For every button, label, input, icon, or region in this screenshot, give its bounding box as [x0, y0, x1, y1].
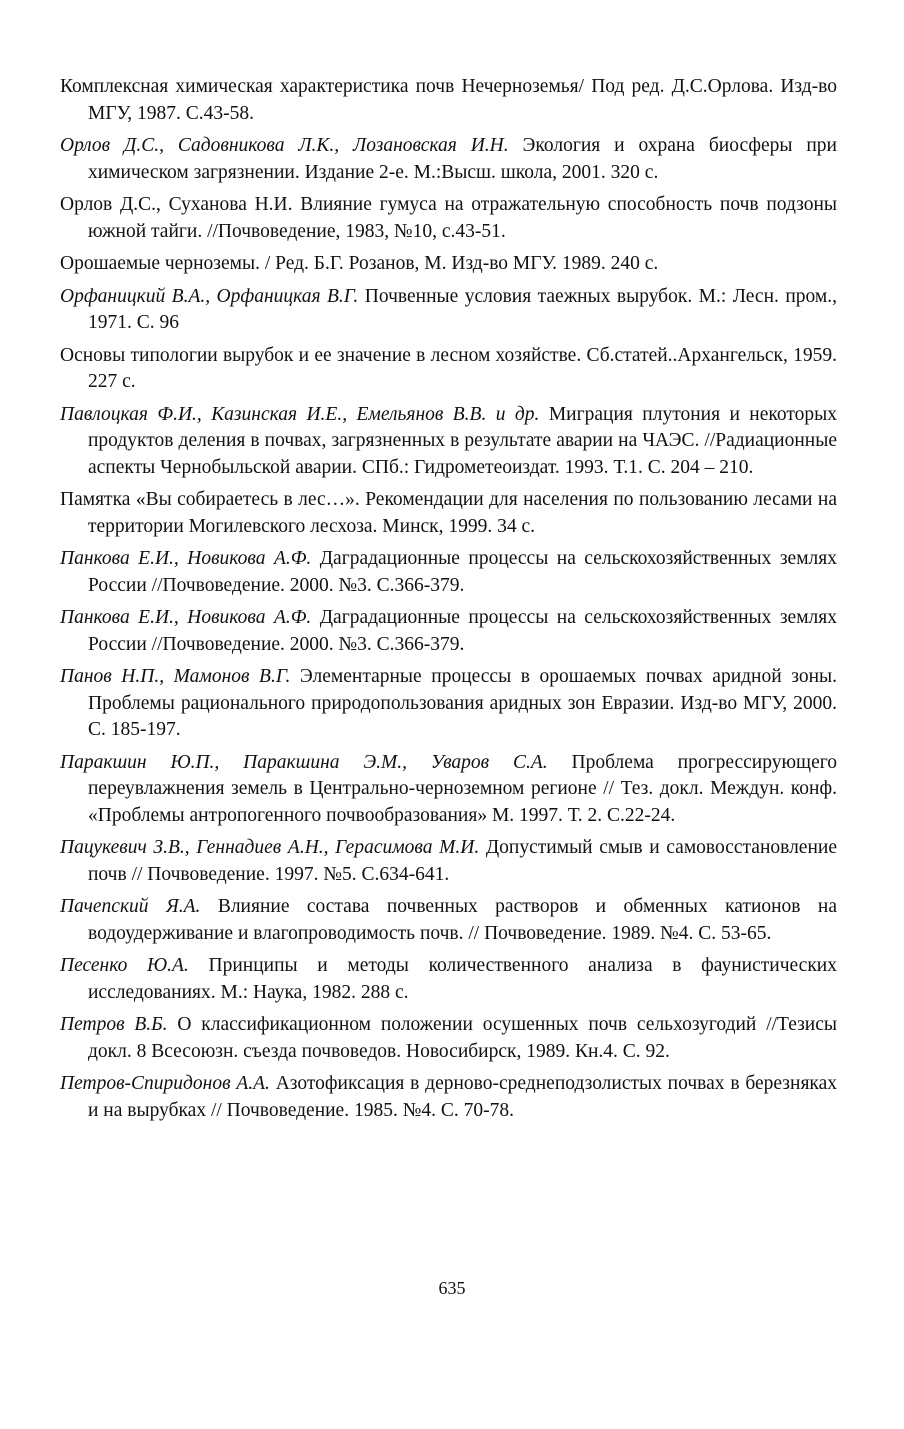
bibliography-entry: [60, 251, 837, 278]
entry-text: Миграция плутония и некоторых продуктов деления в почвах, загрязненных в результате аварии на ЧАЭС. //Радиационные аспекты Чернобыльской аварии. СПб.: Гидрометеоиздат. 1993. Т.1. С. 204 – 210.: [88, 403, 837, 478]
bibliography-entry: [60, 192, 837, 245]
entry-text: Основы типологии вырубок и ее значение в лесном хозяйстве. Сб.статей..Архангельск, 1959. 227 с.: [60, 344, 837, 392]
bibliography-entry: [60, 953, 837, 1006]
entry-authors: Пачепский Я.А.: [60, 896, 201, 917]
entry-text: Допустимый смыв и самовосстановление почв // Почвоведение. 1997. №5. С.634-641.: [88, 837, 837, 885]
entry-authors: Панкова Е.И., Новикова А.Ф.: [60, 607, 312, 628]
bibliography-entry: [60, 894, 837, 947]
entry-authors: Петров-Спиридонов А.А.: [60, 1073, 270, 1094]
bibliography-entry: [60, 664, 837, 744]
page-number: 635: [438, 1278, 466, 1298]
entry-authors: Панов Н.П., Мамонов В.Г.: [60, 666, 291, 687]
bibliography-entry: [60, 750, 837, 830]
bibliography-entry: [60, 284, 837, 337]
entry-text: Экология и охрана биосферы при химическом загрязнении. Издание 2-е. М.:Высш. школа, 2001. 320 с.: [88, 135, 837, 183]
entry-text: Проблема прогрессирующего переувлажнения земель в Центрально-черноземном регионе // Тез. докл. Междун. конф. «Проблемы антропогенного почвообразования» М. 1997. Т. 2. С.22-24.: [88, 751, 837, 826]
entry-text: Азотофиксация в дерново-среднеподзолистых почвах в березняках и на вырубках // Почвоведение. 1985. №4. С. 70-78.: [88, 1073, 837, 1121]
entry-authors: Павлоцкая Ф.И., Казинская И.Е., Емельянов В.В. и др.: [60, 403, 540, 425]
entry-text: Принципы и методы количественного анализа в фаунистических исследованиях. М.: Наука, 1982. 288 с.: [88, 955, 837, 1003]
bibliography-entry: [60, 605, 837, 658]
bibliography-entry: [60, 546, 837, 599]
entry-authors: Петров В.Б.: [60, 1014, 168, 1035]
entry-text: Влияние состава почвенных растворов и обменных катионов на водоудерживание и влагопроводимость почв. // Почвоведение. 1989. №4. С. 53-65.: [88, 896, 837, 944]
bibliography-list: [60, 74, 837, 1130]
entry-text: Комплексная химическая характеристика почв Нечерноземья/ Под ред. Д.С.Орлова. Изд-во МГУ, 1987. С.43-58.: [60, 76, 837, 124]
entry-authors: Орфаницкий В.А., Орфаницкая В.Г.: [60, 285, 359, 307]
entry-text: Памятка «Вы собираетесь в лес…». Рекомендации для населения по пользованию лесами на территории Могилевского лесхоза. Минск, 1999. 34 с.: [60, 489, 837, 537]
entry-text: Орлов Д.С., Суханова Н.И. Влияние гумуса на отражательную способность почв подзоны южной тайги. //Почвоведение, 1983, №10, с.43-51.: [60, 194, 837, 242]
entry-authors: Паракшин Ю.П., Паракшина Э.М., Уваров С.А.: [60, 751, 548, 773]
bibliography-entry: [60, 74, 837, 127]
entry-text: Почвенные условия таежных вырубок. М.: Лесн. пром., 1971. С. 96: [88, 285, 837, 333]
entry-text: Даградационные процессы на сельскохозяйственных землях России //Почвоведение. 2000. №3. С.366-379.: [88, 548, 837, 596]
entry-authors: Орлов Д.С., Садовникова Л.К., Лозановская И.Н.: [60, 135, 509, 156]
bibliography-entry: [60, 1012, 837, 1065]
bibliography-entry: [60, 835, 837, 888]
entry-text: Орошаемые черноземы. / Ред. Б.Г. Розанов, М. Изд-во МГУ. 1989. 240 с.: [60, 253, 659, 274]
bibliography-entry: [60, 1071, 837, 1124]
entry-authors: Панкова Е.И., Новикова А.Ф.: [60, 548, 312, 569]
entry-text: Элементарные процессы в орошаемых почвах аридной зоны. Проблемы рационального природопользования аридных зон Евразии. Изд-во МГУ, 2000. С. 185-197.: [88, 666, 837, 740]
bibliography-entry: [60, 402, 837, 482]
bibliography-entry: [60, 133, 837, 186]
bibliography-entry: [60, 487, 837, 540]
entry-authors: Песенко Ю.А.: [60, 955, 189, 976]
entry-text: О классификационном положении осушенных почв сельхозугодий //Тезисы докл. 8 Всесоюзн. съезда почвоведов. Новосибирск, 1989. Кн.4. С. 92.: [88, 1014, 837, 1062]
bibliography-entry: [60, 343, 837, 396]
entry-authors: Пацукевич З.В., Геннадиев А.Н., Герасимова М.И.: [60, 837, 480, 858]
entry-text: Даградационные процессы на сельскохозяйственных землях России //Почвоведение. 2000. №3. С.366-379.: [88, 607, 837, 655]
